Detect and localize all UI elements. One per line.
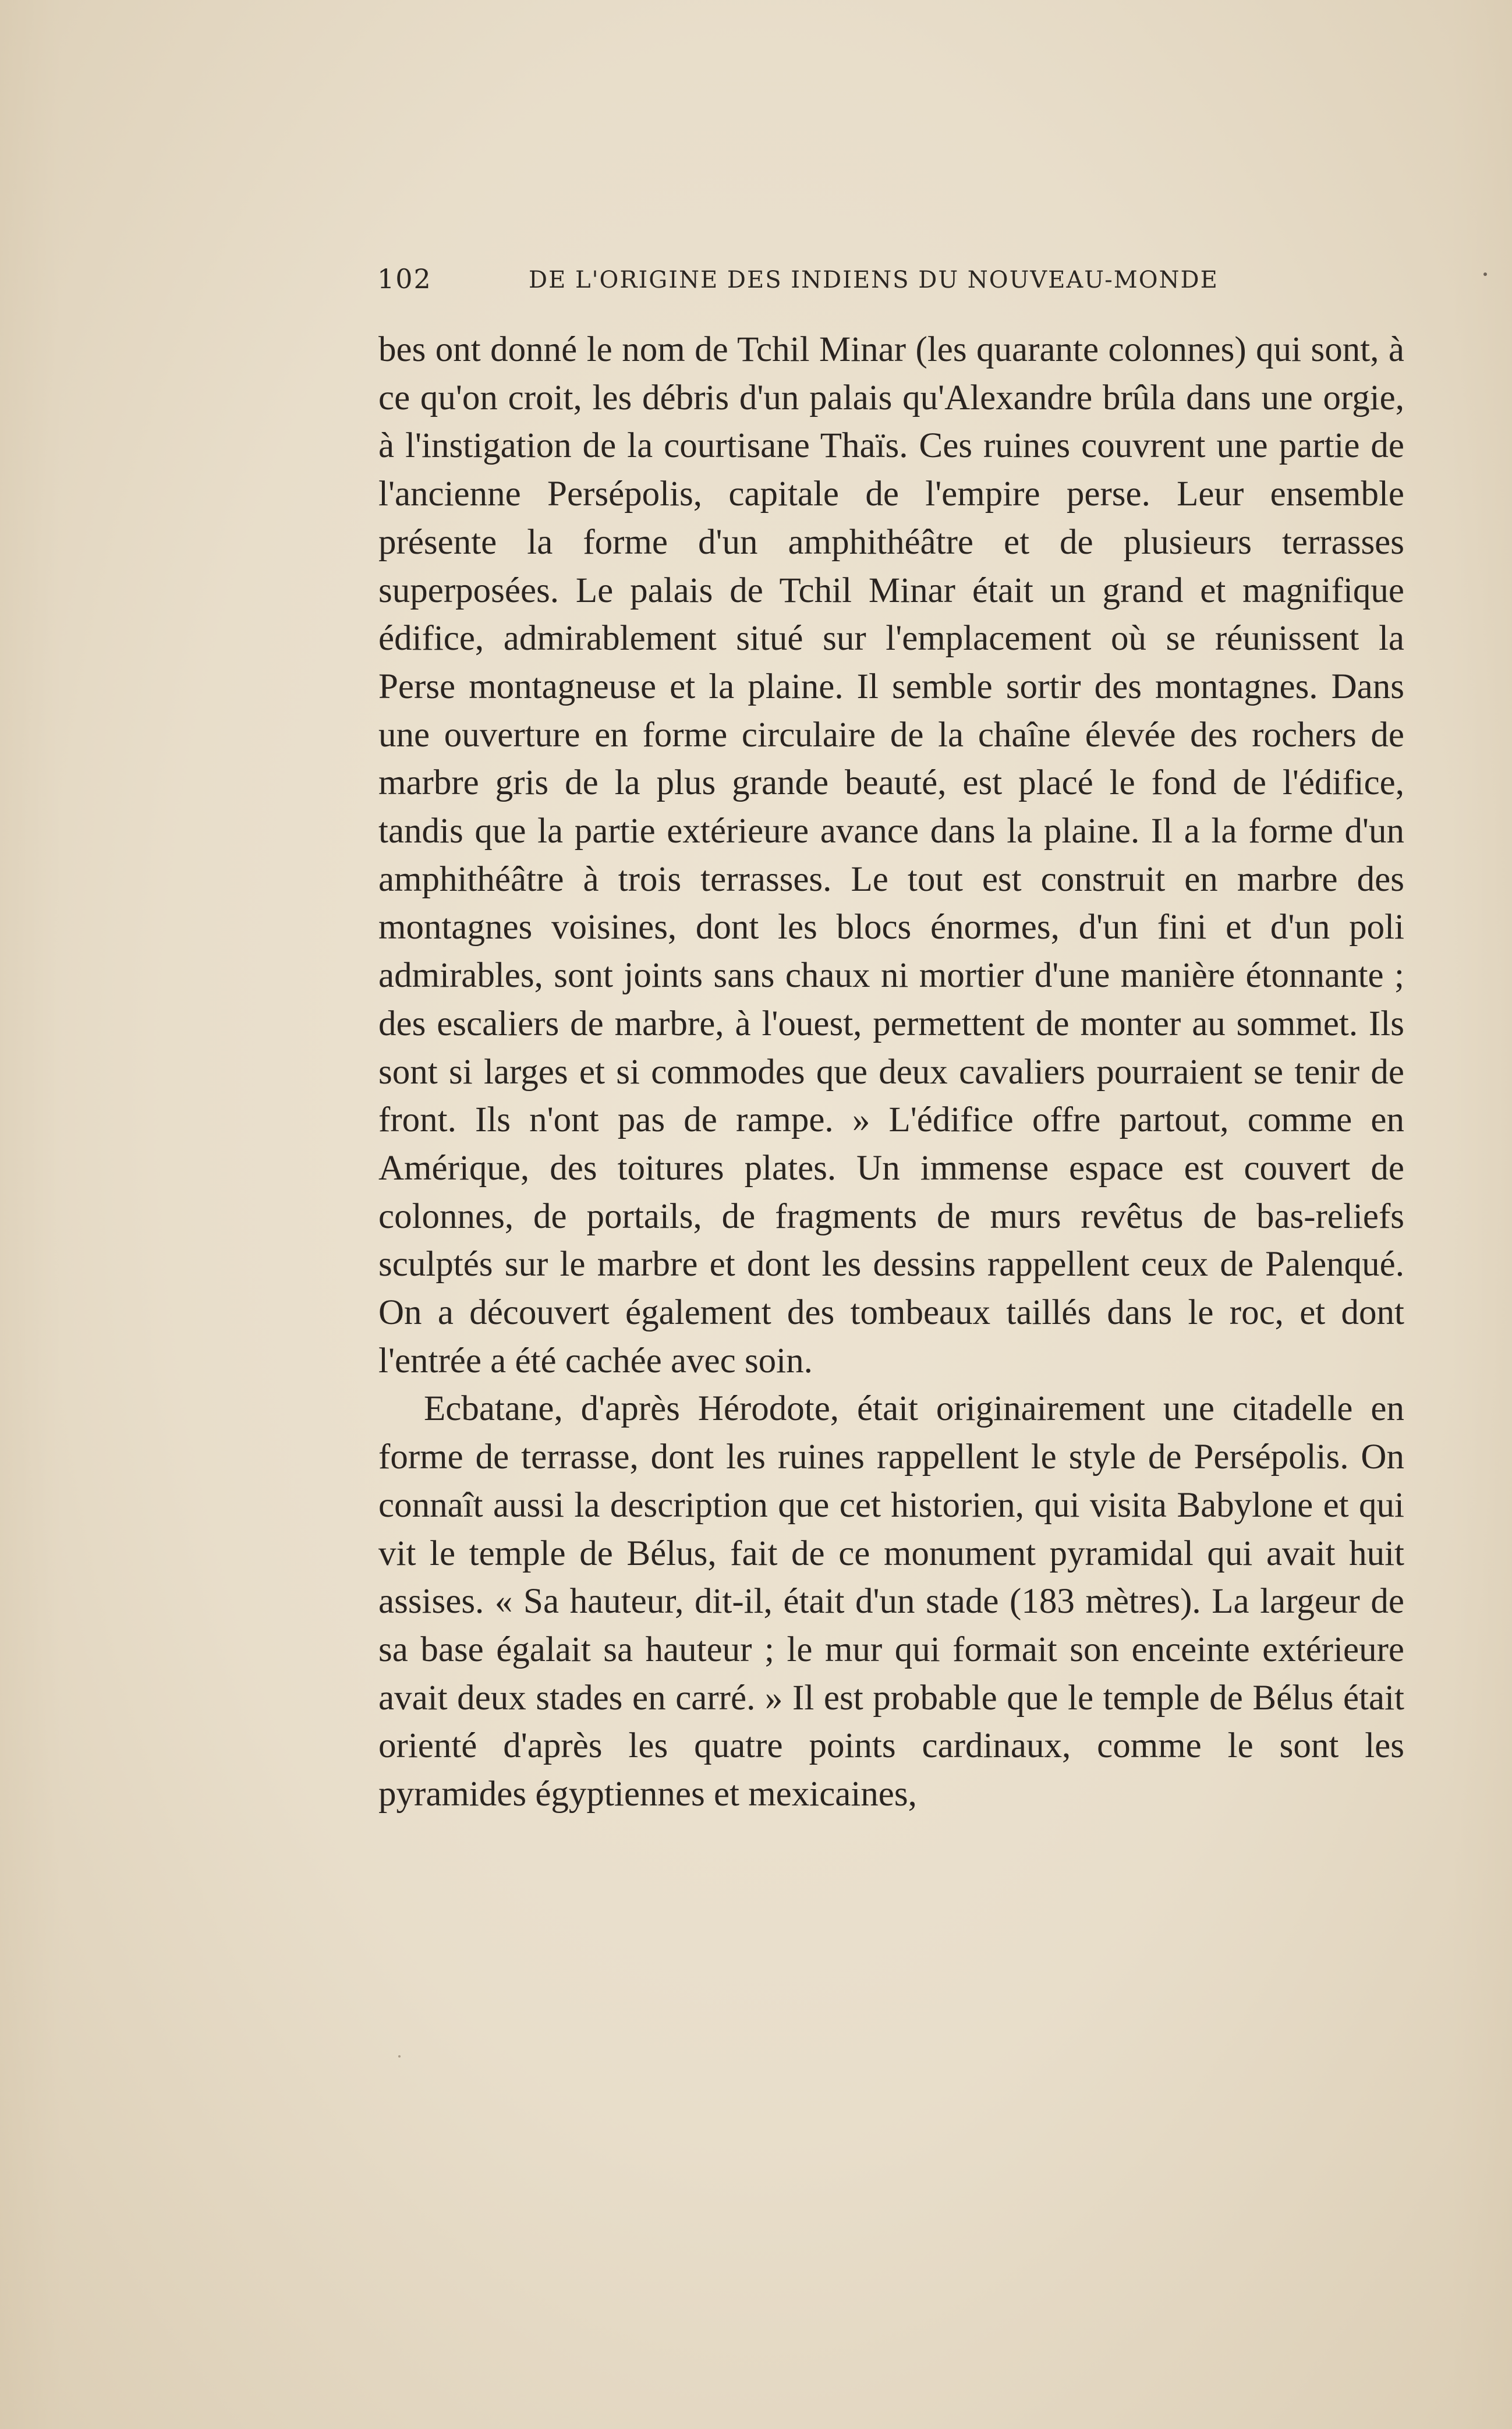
- running-head: DE L'ORIGINE DES INDIENS DU NOUVEAU-MONDE: [529, 267, 1219, 293]
- ink-speck: [1483, 272, 1487, 276]
- body-text: [378, 326, 1404, 1819]
- page-number: 102: [377, 263, 432, 295]
- paragraph-ecbatane: Ecbatane, d'après Hérodote, était originairement une citadelle en forme de terrasse, dont les ruines rappellent le style de Persépolis. On connaît aussi la description que cet historien, qui visita Babylone et qui vit le temple de Bélus, fait de ce monument pyramidal qui avait huit assises. « Sa hauteur, dit-il, était d'un stade (183 mètres). La largeur de sa base égalait sa hauteur ; le mur qui formait son enceinte extérieure avait deux stades en carré. » Il est probable que le temple de Bélus était orienté d'après les quatre points cardinaux, comme le sont les pyramides égyptiennes et mexicaines,: [378, 1389, 1404, 1814]
- paragraph-continuation: bes ont donné le nom de Tchil Minar (les quarante colonnes) qui sont, à ce qu'on croit, les débris d'un palais qu'Alexandre brûla dans une orgie, à l'instigation de la courtisane Thaïs. Ces ruines couvrent une partie de l'ancienne Persépolis, capitale de l'empire perse. Leur ensemble présente la forme d'un amphithéâtre et de plusieurs terrasses superposées. Le palais de Tchil Minar était un grand et magnifique édifice, admirablement situé sur l'emplacement où se réunissent la Perse montagneuse et la plaine. Il semble sortir des montagnes. Dans une ouverture en forme circulaire de la chaîne élevée des rochers de marbre gris de la plus grande beauté, est placé le fond de l'édifice, tandis que la partie extérieure avance dans la plaine. Il a la forme d'un amphithéâtre à trois terrasses. Le tout est construit en marbre des montagnes voisines, dont les blocs énormes, d'un fini et d'un poli admirables, sont joints sans chaux ni mortier d'une manière étonnante ; des escaliers de marbre, à l'ouest, permettent de monter au sommet. Ils sont si larges et si commodes que deux cavaliers pourraient se tenir de front. Ils n'ont pas de rampe. » L'édifice offre partout, comme en Amérique, des toitures plates. Un immense espace est couvert de colonnes, de portails, de fragments de murs revêtus de bas-reliefs sculptés sur le marbre et dont les dessins rappellent ceux de Palenqué. On a découvert également des tombeaux taillés dans le roc, et dont l'entrée a été cachée avec soin.: [378, 330, 1404, 1380]
- paper-speck: [398, 2055, 401, 2058]
- page-header: [377, 263, 1244, 304]
